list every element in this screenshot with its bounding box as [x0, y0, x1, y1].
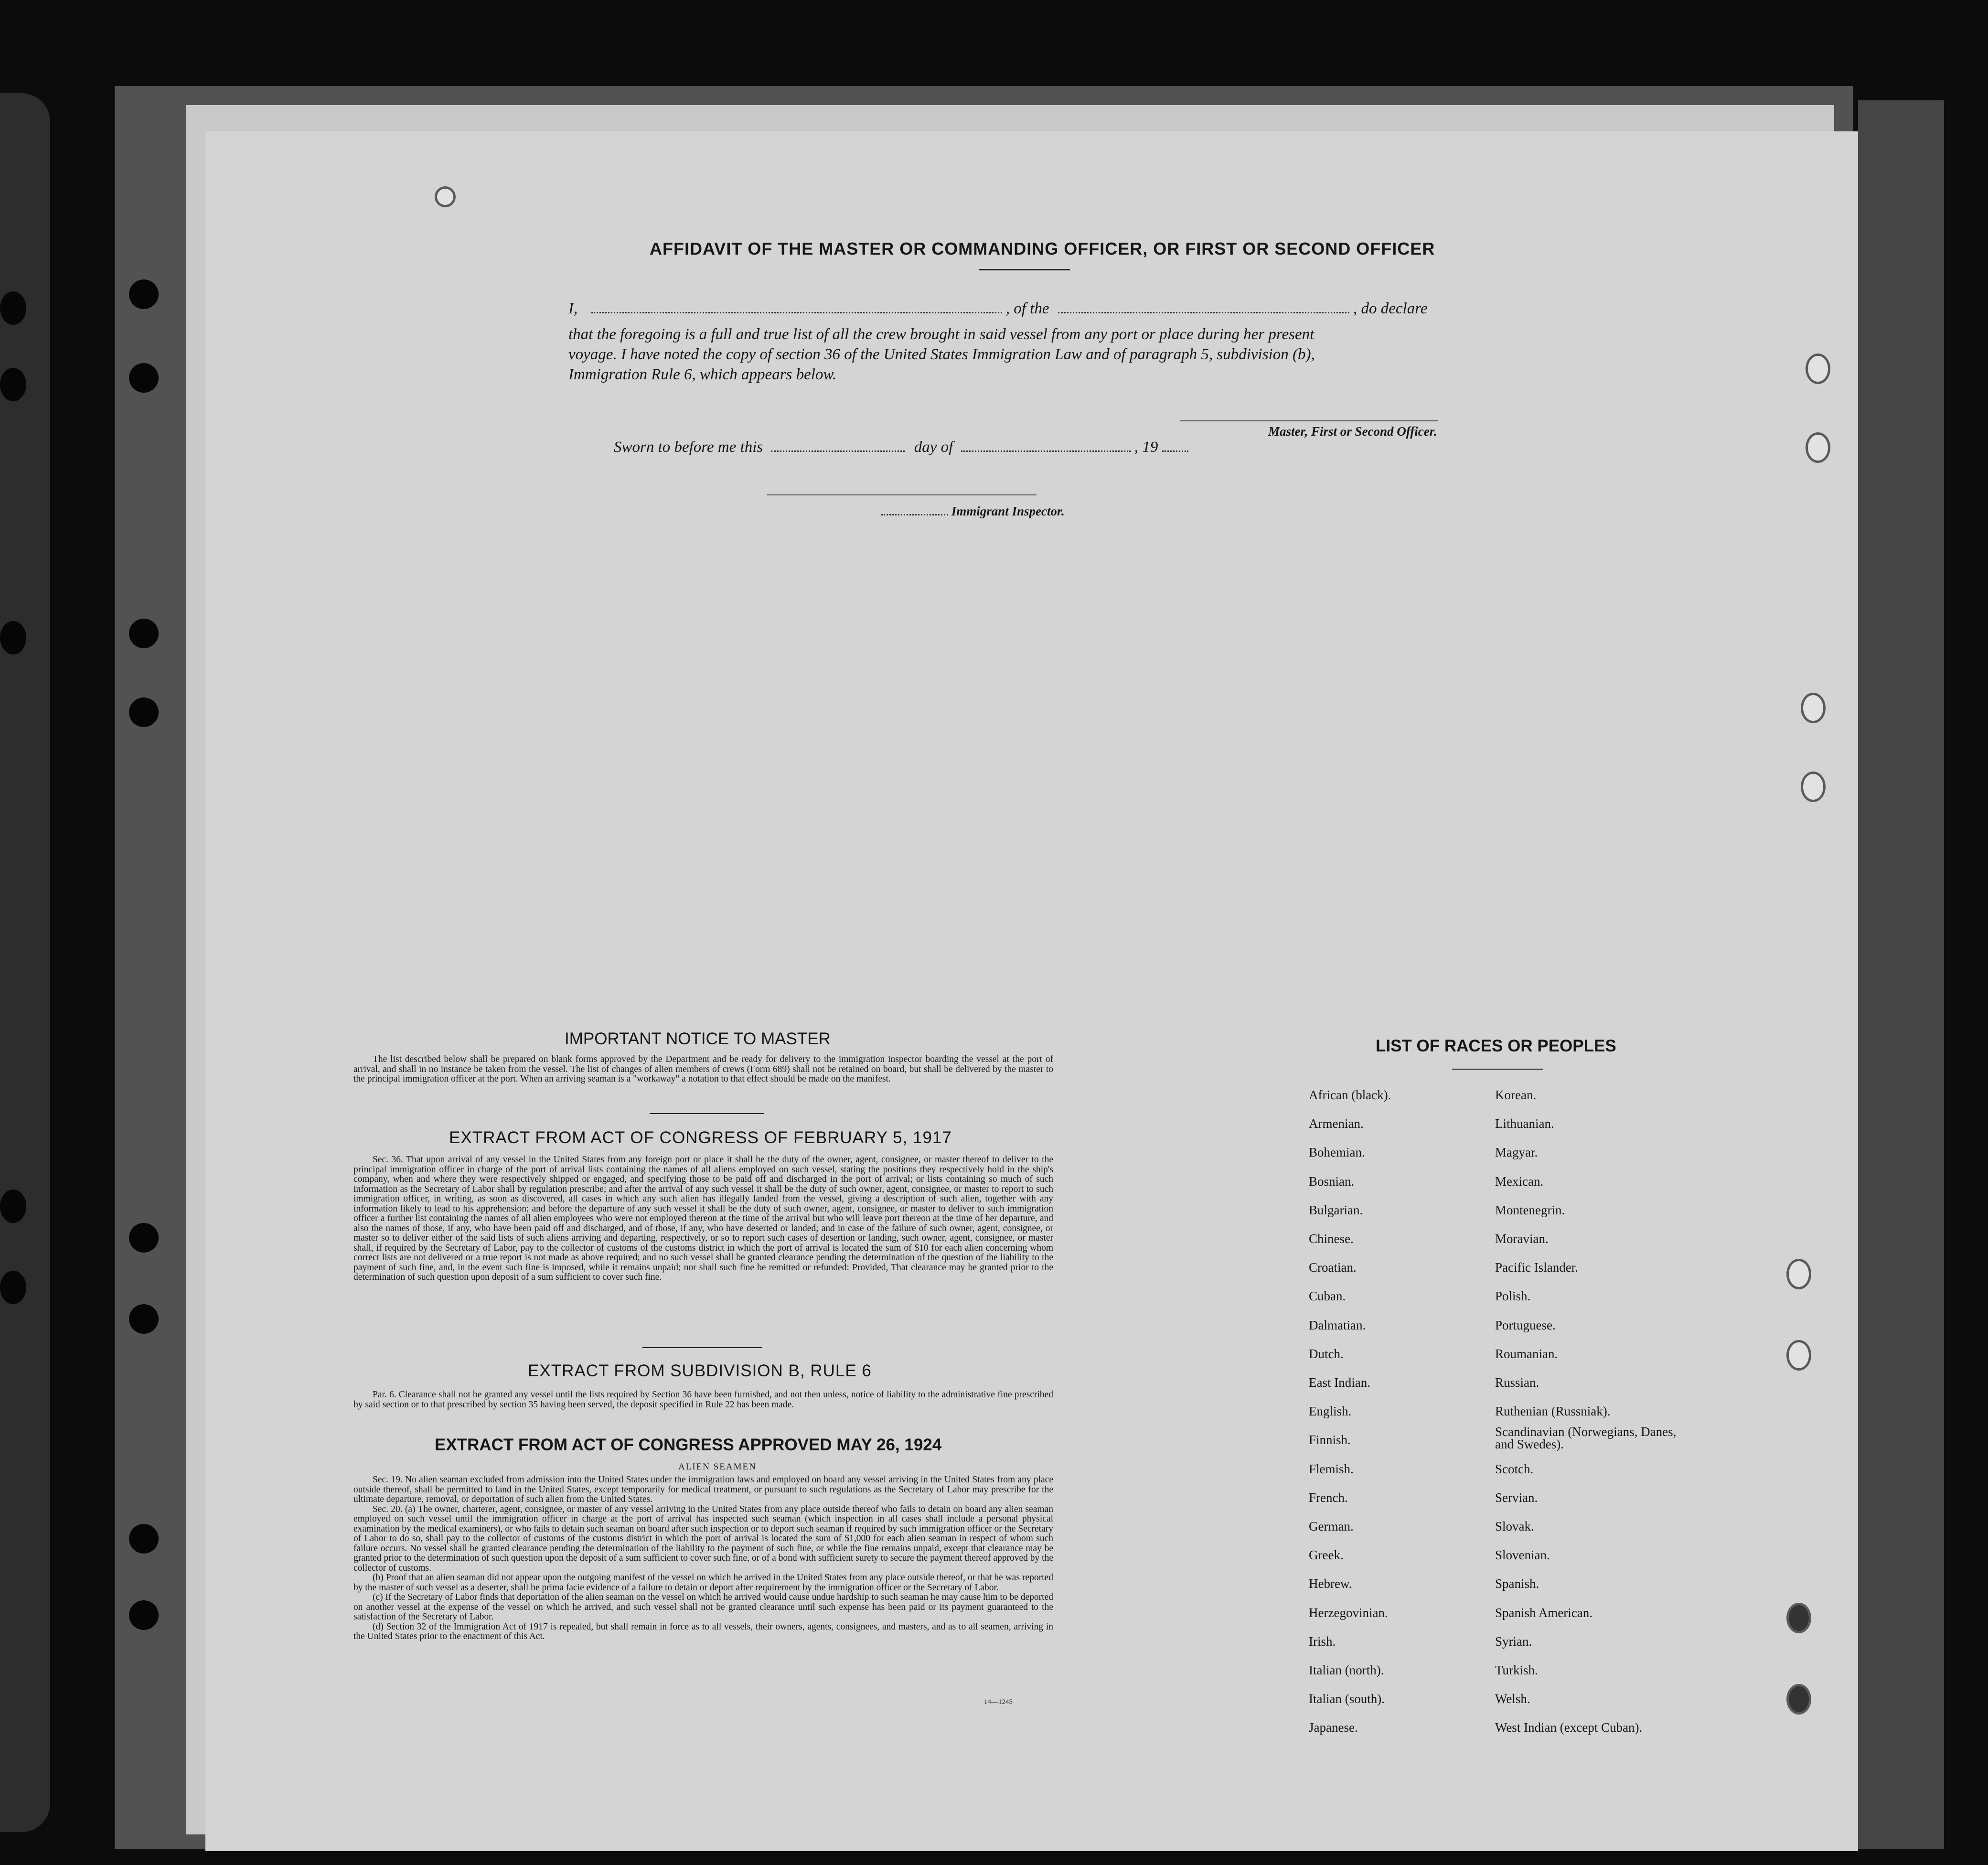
inspector-label [881, 504, 1065, 519]
race-item: Slovenian. [1495, 1548, 1550, 1563]
extract-1924-p4: (c) If the Secretary of Labor finds that deportation of the alien seaman on the vessel on which he arrived would cause undue hardship to such seaman he may cause him to be deported on another vessel at the expense of the vessel on which he arrived, and such vessel shall not be granted clearance until such expense has been paid or its payment guaranteed to the satisfaction of the Secretary of Labor. [353, 1592, 1053, 1622]
binder-hole [129, 1524, 159, 1554]
race-item: Italian (north). [1309, 1663, 1384, 1678]
race-item: Croatian. [1309, 1260, 1357, 1275]
affidavit-line-3: voyage. I have noted the copy of section 36 of the United States Immigration Law and of paragraph 5, subdivision (b), [568, 346, 1315, 363]
master-signature-label: Master, First or Second Officer. [1268, 424, 1437, 439]
race-item: Chinese. [1309, 1232, 1354, 1246]
race-item: Scandinavian (Norwegians, Danes, and Swedes). [1495, 1425, 1677, 1452]
vessel-blank[interactable] [1058, 300, 1349, 313]
affidavit-line-4: Immigration Rule 6, which appears below. [568, 366, 837, 383]
extract-rule6-paragraph: Par. 6. Clearance shall not be granted any vessel until the lists required by Section 36 have been furnished, and not then unless, notice of liability to the administrative fine prescribed by said section or to that prescribed by section 35 having been served, the deposit specified in Rule 22 has been made. [353, 1390, 1053, 1410]
binder-hole [129, 1600, 159, 1630]
race-item: Lithuanian. [1495, 1116, 1554, 1131]
race-item: German. [1309, 1519, 1354, 1534]
left-page-edge [0, 93, 50, 1832]
binder-hole [129, 619, 159, 648]
binder-hole [0, 368, 26, 401]
race-item: Portuguese. [1495, 1318, 1556, 1332]
race-item: Russian. [1495, 1375, 1539, 1390]
extract-1924-p3: (b) Proof that an alien seaman did not appear upon the outgoing manifest of the vessel on which he arrived in the United States from any place outside thereof, or that he was reported by the master of such vessel as a deserter, shall be prima facie evidence of a failure to detain or deport after requirement by the immigration officer or the Secretary of Labor. [353, 1573, 1053, 1593]
extract-1917-paragraph: Sec. 36. That upon arrival of any vessel in the United States from any foreign port or place it shall be the duty of the owner, agent, consignee, or master thereof to deliver to the principal immigration officer in charge of the port of arrival lists containing the names of all aliens employed on such vessel, stating the positions they respectively hold in the ship's company, when and where they were respectively shipped or engaged, and specifying those to be paid off and discharged in the port of arrival; or lists containing so much of such information as the Secretary of Labor shall by regulation prescribe; and after the arrival of any such vessel it shall be the duty of such owner, agent, consignee, or master to report to such immigration officer, in writing, as soon as discovered, all cases in which any such alien has illegally landed from the vessel, giving a description of such alien, together with any information likely to lead to his apprehension; and before the departure of any such vessel it shall be the duty of such owner, agent, consignee, or master to deliver to such immigration officer a further list containing the names of all alien employees who were not employed thereon at the time of the arrival but who will leave port thereon at the time of her departure, and also the names of those, if any, who have been paid off and discharged, and of those, if any, who have deserted or landed; and in case of the failure of such owner, agent, consignee, or master so to deliver either of the said lists of such aliens arriving and departing, respectively, or so to report such cases of desertion or landing, such owner, agent, consignee, or master shall, if required by the Secretary of Labor, pay to the collector of customs of the customs district in which the port of arrival is located the sum of $10 for each alien concerning whom correct lists are not delivered or a true report is not made as above required; and no such vessel shall be granted clearance pending the determination of the question of the liability to the payment of such fine, and, in the event such fine is imposed, while it remains unpaid; nor shall such fine be remitted or refunded: Provided, That clearance may be granted prior to the determination of such question upon deposit of a sum sufficient to cover such fine. [353, 1155, 1053, 1282]
punch-hole [1786, 1603, 1811, 1633]
punch-hole [1786, 1340, 1811, 1371]
punch-hole [1786, 1259, 1811, 1289]
race-item: Irish. [1309, 1634, 1336, 1649]
race-item: English. [1309, 1404, 1352, 1419]
race-item: Herzegovinian. [1309, 1605, 1388, 1620]
race-item: Cuban. [1309, 1289, 1346, 1304]
races-column-2 [1495, 1081, 1696, 1742]
races-column-1 [1309, 1081, 1391, 1742]
race-item: Ruthenian (Russniak). [1495, 1404, 1611, 1419]
day-of-text: day of [914, 439, 953, 456]
extract-1924-text [353, 1475, 1053, 1642]
extract-1924-subtitle: ALIEN SEAMEN [678, 1462, 757, 1472]
affidavit-line-1 [568, 300, 1427, 318]
race-item: Finnish. [1309, 1433, 1351, 1447]
race-item: East Indian. [1309, 1375, 1370, 1390]
section-rule [642, 1347, 762, 1348]
affidavit-title: AFFIDAVIT OF THE MASTER OR COMMANDING OFFICER, OR FIRST OR SECOND OFFICER [650, 239, 1435, 258]
notice-paragraph: The list described below shall be prepared on blank forms approved by the Department and be ready for delivery to the immigration inspector boarding the vessel at the port of arrival, and shall in no instance be taken from the vessel. The list of changes of alien members of crews (Form 689) shall not be retained on board, but shall be delivered by the master to the principal immigration officer at the port. When an arriving seaman is a "workaway" a notation to that effect should be made on the manifest. [353, 1054, 1053, 1084]
punch-hole [1806, 432, 1830, 463]
race-item: Flemish. [1309, 1461, 1354, 1476]
race-item: Magyar. [1495, 1145, 1538, 1160]
binder-hole [129, 363, 159, 393]
day-blank[interactable] [771, 439, 905, 452]
form-number: 14—1245 [984, 1698, 1013, 1706]
extract-1917-text [353, 1155, 1053, 1283]
race-item: Spanish American. [1495, 1605, 1593, 1620]
race-item: Welsh. [1495, 1692, 1530, 1706]
races-title-rule [1452, 1069, 1543, 1070]
notice-text [353, 1055, 1053, 1084]
punch-hole [435, 186, 456, 207]
race-item: Pacific Islander. [1495, 1260, 1578, 1275]
binder-hole [129, 279, 159, 309]
race-item: Dalmatian. [1309, 1318, 1366, 1332]
race-item: Italian (south). [1309, 1692, 1385, 1706]
punch-hole [1801, 693, 1826, 723]
race-item: Dutch. [1309, 1346, 1344, 1361]
race-item: Bosnian. [1309, 1174, 1355, 1189]
name-blank[interactable] [591, 300, 1002, 313]
extract-1924-p1: Sec. 19. No alien seaman excluded from admission into the United States under the immigration laws and employed on board any vessel arriving in the United States from any place outside thereof, shall be permitted to land in the United States, except temporarily for medical treatment, or pursuant to such regulations as the Secretary of Labor may prescribe for the ultimate departure, removal, or deportation of such alien from the United States. [353, 1475, 1053, 1504]
background-sheet-right [1858, 100, 1944, 1849]
race-item: Moravian. [1495, 1232, 1549, 1246]
sworn-line [614, 439, 1188, 456]
punch-hole [1801, 772, 1826, 802]
affidavit-of-the: , of the [1005, 300, 1049, 317]
race-item: Armenian. [1309, 1116, 1364, 1131]
race-item: Scotch. [1495, 1461, 1534, 1476]
title-rule [979, 269, 1070, 270]
race-item: Japanese. [1309, 1720, 1358, 1735]
binder-hole [129, 697, 159, 727]
race-item: Syrian. [1495, 1634, 1532, 1649]
race-item: African (black). [1309, 1088, 1391, 1102]
races-title: LIST OF RACES OR PEOPLES [1376, 1037, 1616, 1055]
race-item: Slovak. [1495, 1519, 1534, 1534]
extract-1924-p5: (d) Section 32 of the Immigration Act of 1917 is repealed, but shall remain in force as to all vessels, their owners, agents, consignees, and masters, and as to all seamen, arriving in the United States prior to the enactment of this Act. [353, 1621, 1053, 1641]
race-item: Polish. [1495, 1289, 1531, 1304]
race-item: West Indian (except Cuban). [1495, 1720, 1643, 1735]
inspector-label-text: Immigrant Inspector. [951, 504, 1065, 518]
section-rule [650, 1113, 764, 1114]
punch-hole [1786, 1684, 1811, 1715]
notice-title: IMPORTANT NOTICE TO MASTER [565, 1029, 831, 1048]
inspector-signature-line [767, 494, 1037, 495]
race-item: Korean. [1495, 1088, 1537, 1102]
extract-1924-title: EXTRACT FROM ACT OF CONGRESS APPROVED MAY 26, 1924 [435, 1436, 942, 1454]
year-text: , 19 [1134, 439, 1158, 456]
race-item: Servian. [1495, 1490, 1538, 1505]
binder-hole [0, 291, 26, 325]
affidavit-do-declare: , do declare [1353, 300, 1428, 317]
master-signature-line [1180, 420, 1438, 421]
race-item: Spanish. [1495, 1576, 1539, 1591]
binder-hole [129, 1304, 159, 1334]
binder-hole [0, 1190, 26, 1223]
race-item: French. [1309, 1490, 1348, 1505]
race-item: Mexican. [1495, 1174, 1544, 1189]
race-item: Greek. [1309, 1548, 1344, 1563]
inspector-blank [881, 505, 948, 515]
race-item: Turkish. [1495, 1663, 1538, 1678]
sworn-text: Sworn to before me this [614, 439, 763, 456]
binder-hole [0, 621, 26, 654]
race-item: Roumanian. [1495, 1346, 1558, 1361]
binder-hole [129, 1223, 159, 1253]
affidavit-line-2: that the foregoing is a full and true list of all the crew brought in said vessel from any port or place during her present [568, 326, 1315, 343]
race-item: Bohemian. [1309, 1145, 1365, 1160]
extract-1917-title: EXTRACT FROM ACT OF CONGRESS OF FEBRUARY 5, 1917 [449, 1128, 952, 1147]
extract-rule6-title: EXTRACT FROM SUBDIVISION B, RULE 6 [528, 1361, 872, 1380]
affidavit-i: I, [568, 300, 578, 317]
binder-hole [0, 1271, 26, 1304]
year-blank[interactable] [1162, 439, 1188, 452]
race-item: Montenegrin. [1495, 1202, 1565, 1217]
race-item: Hebrew. [1309, 1576, 1352, 1591]
extract-rule6-text [353, 1390, 1053, 1410]
punch-hole [1806, 354, 1830, 384]
race-item: Bulgarian. [1309, 1202, 1363, 1217]
extract-1924-p2: Sec. 20. (a) The owner, charterer, agent, consignee, or master of any vessel arriving in the United States from any place outside thereof who fails to detain on board any alien seaman employed on such vessel until the immigration officer in charge at the port of arrival has inspected such seaman (which inspection in all cases shall include a personal physical examination by the medical examiners), or who fails to detain such seaman on board after such inspection or to deport such seaman if required by such immigration officer or the Secretary of Labor to do so, shall pay to the collector of customs of the customs district in which the port of arrival is located the sum of $1,000 for each alien seaman in respect of whom such failure occurs. No vessel shall be granted clearance pending the determination of the liability to the payment of such fine, or while the fine remains unpaid, except that clearance may be granted prior to the determination of such question upon the deposit of a sum sufficient to cover such fine, or of a bond with sufficient surety to secure the payment thereof approved by the collector of customs. [353, 1504, 1053, 1573]
month-blank[interactable] [961, 439, 1131, 452]
